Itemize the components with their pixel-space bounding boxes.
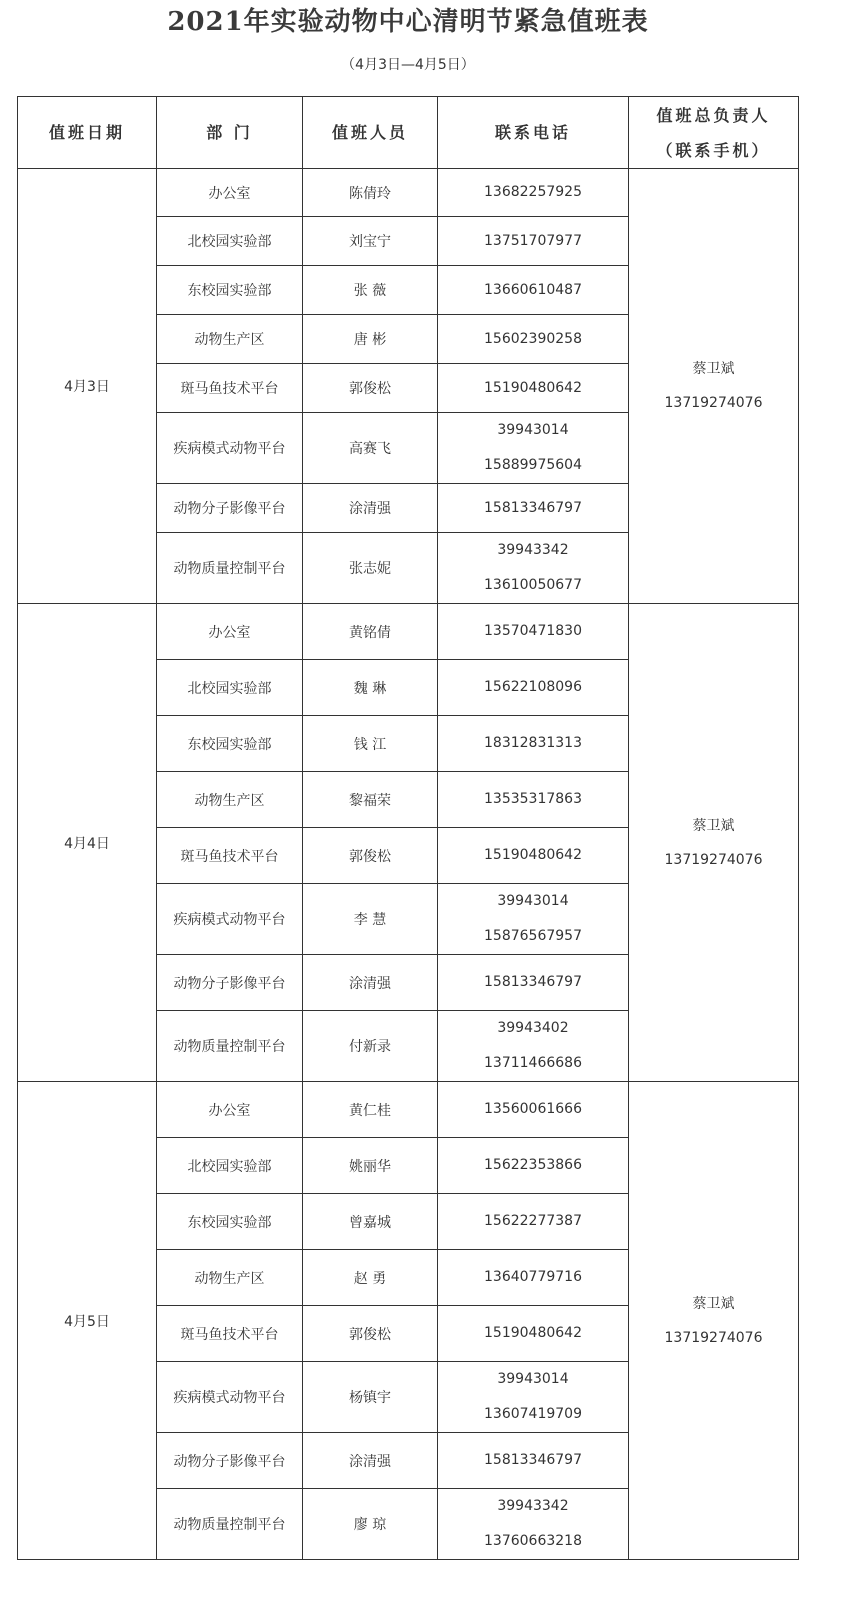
table-row	[18, 1082, 799, 1138]
manager-cell	[629, 169, 799, 604]
person-cell	[303, 1250, 438, 1306]
dept-cell	[157, 169, 303, 217]
person-cell	[303, 217, 438, 266]
phone-number: 39943014	[497, 893, 569, 909]
person-name: 唐 彬	[353, 332, 387, 348]
manager-phone: 13719274076	[664, 1329, 763, 1346]
dept-cell	[157, 533, 303, 604]
person-cell	[303, 1433, 438, 1489]
phone-number: 15813346797	[484, 974, 582, 990]
dept-cell	[157, 1011, 303, 1082]
person-name: 涂清强	[349, 975, 391, 992]
person-cell	[303, 1138, 438, 1194]
dept-name: 疾病模式动物平台	[173, 912, 286, 928]
person-name: 付新录	[349, 1039, 391, 1055]
dept-name: 动物生产区	[194, 792, 265, 809]
dept-cell	[157, 1433, 303, 1489]
person-cell	[303, 604, 438, 660]
dept-cell	[157, 716, 303, 772]
person-name: 魏 琳	[353, 680, 387, 697]
phone-cell	[438, 1362, 629, 1433]
phone-cell	[438, 217, 629, 266]
person-name: 陈倩玲	[349, 185, 391, 202]
phone-cell	[438, 266, 629, 315]
person-cell	[303, 1362, 438, 1433]
phone-number: 39943342	[497, 1498, 569, 1514]
person-cell	[303, 955, 438, 1011]
dept-cell	[157, 266, 303, 315]
phone-number: 39943342	[497, 542, 569, 558]
phone-number: 18312831313	[484, 735, 582, 751]
phone-number: 15813346797	[484, 499, 582, 516]
phone-number: 15622277387	[484, 1213, 582, 1229]
person-name: 郭俊松	[349, 1326, 391, 1343]
dept-cell	[157, 604, 303, 660]
person-cell	[303, 716, 438, 772]
manager-name: 蔡卫斌	[692, 1295, 735, 1312]
dept-name: 北校园实验部	[187, 680, 272, 697]
dept-cell	[157, 955, 303, 1011]
person-cell	[303, 1489, 438, 1560]
person-cell	[303, 1306, 438, 1362]
phone-number: 13760663218	[484, 1533, 582, 1549]
phone-number: 15190480642	[484, 379, 582, 396]
phone-cell	[438, 716, 629, 772]
phone-number: 13610050677	[484, 577, 582, 593]
person-name: 姚丽华	[349, 1158, 391, 1175]
manager-phone: 13719274076	[664, 851, 763, 868]
person-name: 黎福荣	[349, 792, 391, 809]
header-manager-title: 值班总负责人	[656, 105, 771, 125]
phone-cell	[438, 604, 629, 660]
phone-number: 39943014	[497, 422, 569, 438]
person-name: 张 薇	[353, 283, 387, 299]
person-cell	[303, 828, 438, 884]
dept-name: 动物生产区	[194, 1270, 265, 1287]
person-name: 高赛飞	[349, 441, 391, 457]
person-cell	[303, 315, 438, 364]
phone-number: 13640779716	[484, 1269, 582, 1285]
person-name: 赵 勇	[353, 1270, 387, 1287]
person-cell	[303, 772, 438, 828]
manager-phone: 13719274076	[664, 395, 763, 411]
phone-number: 15889975604	[484, 457, 582, 473]
dept-cell	[157, 1362, 303, 1433]
header-date: 值班日期	[18, 97, 157, 169]
phone-cell	[438, 1082, 629, 1138]
phone-cell	[438, 1011, 629, 1082]
dept-cell	[157, 1306, 303, 1362]
person-name: 郭俊松	[349, 848, 391, 865]
header-dept: 部 门	[157, 97, 303, 169]
person-cell	[303, 1194, 438, 1250]
dept-cell	[157, 1082, 303, 1138]
dept-name: 东校园实验部	[187, 283, 272, 299]
phone-number: 13682257925	[484, 184, 582, 200]
phone-number: 15622353866	[484, 1157, 582, 1173]
person-name: 张志妮	[349, 561, 391, 577]
phone-cell	[438, 364, 629, 413]
person-cell	[303, 364, 438, 413]
dept-cell	[157, 1138, 303, 1194]
phone-cell	[438, 1433, 629, 1489]
phone-number: 15622108096	[484, 679, 582, 695]
phone-cell	[438, 772, 629, 828]
dept-name: 动物分子影像平台	[173, 501, 286, 517]
phone-number: 15602390258	[484, 330, 582, 347]
phone-cell	[438, 315, 629, 364]
page-subtitle: （4月3日—4月5日）	[341, 57, 475, 73]
phone-cell	[438, 484, 629, 533]
phone-number: 15813346797	[484, 1452, 582, 1468]
dept-cell	[157, 772, 303, 828]
table-row	[18, 169, 799, 217]
person-name: 曾嘉城	[349, 1214, 391, 1231]
manager-cell	[629, 1082, 799, 1560]
person-name: 涂清强	[349, 1453, 391, 1470]
person-cell	[303, 484, 438, 533]
phone-number: 39943014	[497, 1371, 569, 1387]
dept-cell	[157, 828, 303, 884]
person-cell	[303, 884, 438, 955]
phone-number: 13560061666	[484, 1101, 582, 1117]
manager-name: 蔡卫斌	[692, 817, 735, 834]
person-cell	[303, 660, 438, 716]
header-row	[18, 97, 799, 169]
page-title: 2021年实验动物中心清明节紧急值班表	[167, 7, 649, 37]
person-name: 李 慧	[353, 912, 387, 928]
table-body	[18, 169, 799, 1560]
phone-cell	[438, 413, 629, 484]
dept-name: 斑马鱼技术平台	[180, 1326, 279, 1343]
phone-cell	[438, 1250, 629, 1306]
phone-cell	[438, 660, 629, 716]
person-cell	[303, 1011, 438, 1082]
person-cell	[303, 1082, 438, 1138]
phone-cell	[438, 169, 629, 217]
dept-cell	[157, 1194, 303, 1250]
person-cell	[303, 413, 438, 484]
manager-name: 蔡卫斌	[692, 361, 735, 377]
dept-name: 东校园实验部	[187, 1214, 272, 1231]
duty-date-cell: 4月4日	[18, 604, 157, 1082]
person-name: 刘宝宁	[349, 234, 391, 250]
phone-cell	[438, 1306, 629, 1362]
phone-cell	[438, 533, 629, 604]
dept-name: 办公室	[208, 185, 251, 202]
dept-cell	[157, 884, 303, 955]
person-name: 涂清强	[349, 501, 391, 517]
manager-cell	[629, 604, 799, 1082]
table-row	[18, 604, 799, 660]
dept-cell	[157, 1250, 303, 1306]
person-cell	[303, 533, 438, 604]
phone-cell	[438, 955, 629, 1011]
phone-number: 15190480642	[484, 847, 582, 863]
dept-name: 动物分子影像平台	[173, 1453, 286, 1470]
dept-name: 动物质量控制平台	[173, 1039, 286, 1055]
person-cell	[303, 169, 438, 217]
header-person: 值班人员	[303, 97, 438, 169]
table-header	[18, 97, 799, 169]
phone-number: 13607419709	[484, 1406, 582, 1422]
dept-name: 疾病模式动物平台	[173, 441, 286, 457]
dept-cell	[157, 364, 303, 413]
header-manager	[629, 97, 799, 169]
header-manager-subtitle: （联系手机）	[656, 140, 771, 160]
phone-cell	[438, 828, 629, 884]
phone-number: 13660610487	[484, 281, 582, 298]
duty-schedule-table	[17, 96, 799, 1560]
dept-name: 办公室	[208, 1102, 251, 1119]
dept-name: 动物质量控制平台	[173, 1517, 286, 1533]
phone-cell	[438, 1138, 629, 1194]
phone-number: 39943402	[497, 1020, 569, 1036]
dept-name: 北校园实验部	[187, 234, 272, 250]
dept-cell	[157, 484, 303, 533]
phone-cell	[438, 884, 629, 955]
person-name: 黄铭倩	[349, 624, 391, 641]
dept-cell	[157, 217, 303, 266]
person-name: 廖 琼	[353, 1517, 387, 1533]
dept-name: 动物生产区	[194, 332, 265, 348]
person-cell	[303, 266, 438, 315]
phone-cell	[438, 1489, 629, 1560]
dept-cell	[157, 1489, 303, 1560]
person-name: 黄仁桂	[349, 1102, 391, 1119]
dept-name: 斑马鱼技术平台	[180, 848, 279, 865]
phone-number: 13570471830	[484, 623, 582, 639]
dept-cell	[157, 413, 303, 484]
dept-name: 办公室	[208, 624, 251, 641]
person-name: 杨镇宇	[349, 1390, 391, 1406]
phone-number: 15876567957	[484, 928, 582, 944]
phone-number: 13535317863	[484, 791, 582, 807]
person-name: 郭俊松	[349, 381, 391, 397]
dept-name: 动物质量控制平台	[173, 561, 286, 577]
header-phone: 联系电话	[438, 97, 629, 169]
dept-name: 北校园实验部	[187, 1158, 272, 1175]
dept-name: 东校园实验部	[187, 736, 272, 753]
dept-name: 动物分子影像平台	[173, 975, 286, 992]
phone-number: 13711466686	[484, 1055, 582, 1071]
duty-date-cell: 4月5日	[18, 1082, 157, 1560]
dept-name: 斑马鱼技术平台	[180, 381, 279, 397]
dept-cell	[157, 660, 303, 716]
phone-number: 15190480642	[484, 1325, 582, 1341]
dept-cell	[157, 315, 303, 364]
duty-date-cell: 4月3日	[18, 169, 157, 604]
dept-name: 疾病模式动物平台	[173, 1390, 286, 1406]
phone-number: 13751707977	[484, 232, 582, 249]
person-name: 钱 江	[353, 736, 387, 753]
phone-cell	[438, 1194, 629, 1250]
